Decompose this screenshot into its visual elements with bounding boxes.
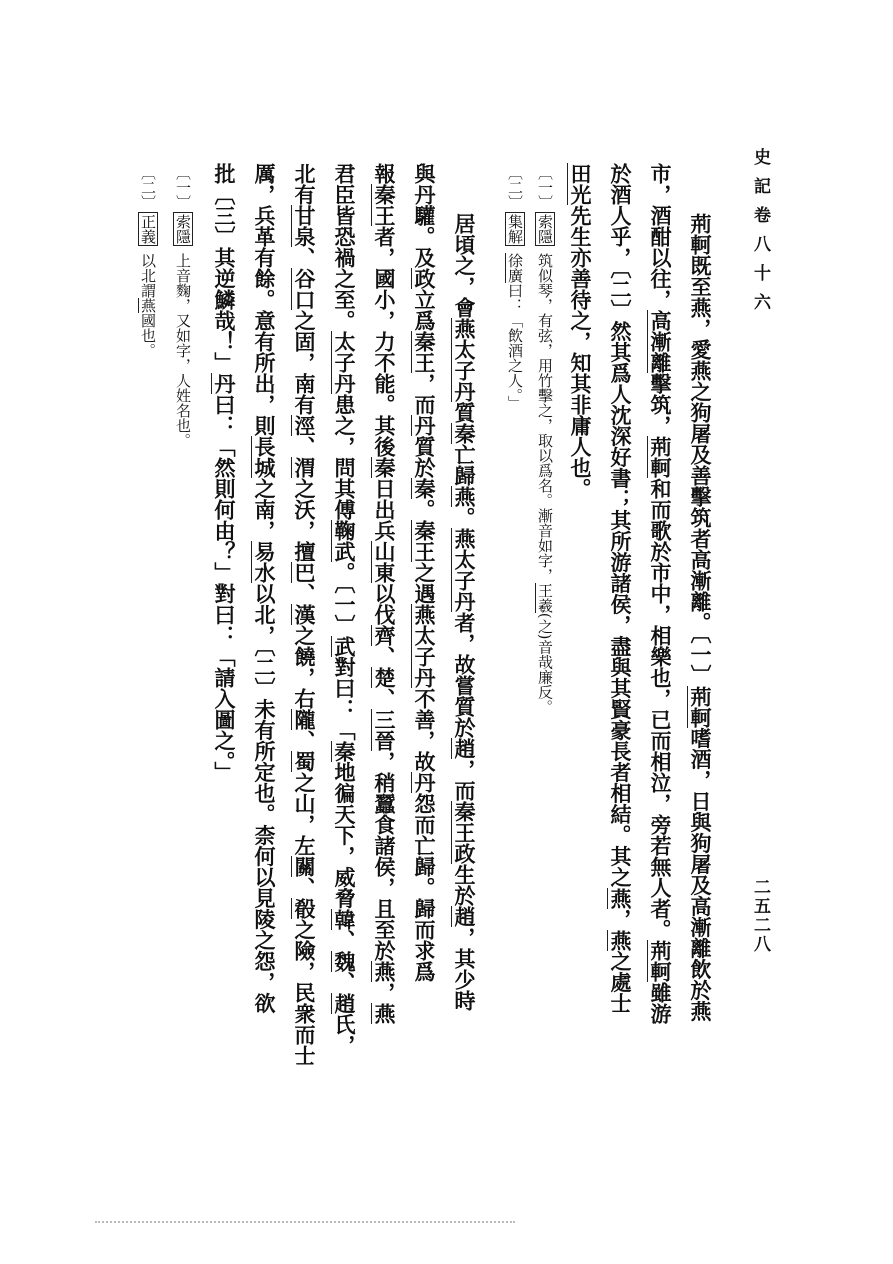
text-segment: ，: [372, 982, 397, 1003]
text-segment: (之)音哉廉反。: [536, 612, 554, 715]
text-column: [690, 213, 711, 1022]
text-segment: 、: [292, 436, 317, 457]
proper-name: 魏: [332, 950, 357, 972]
text-segment: 、: [292, 730, 317, 751]
note-number: 〔二〕: [506, 165, 524, 210]
page-number: 二五二八: [750, 878, 770, 954]
text-segment: 國也。: [139, 312, 157, 358]
text-segment: 者，國小，力不能。其後: [372, 226, 397, 457]
text-column: [374, 163, 395, 1024]
text-column: [294, 163, 315, 1066]
text-segment: 、: [292, 247, 317, 268]
text-segment: 、: [372, 688, 397, 709]
text-segment: 和而歌於市中，相樂也，已而相泣，旁若無人者。: [648, 478, 673, 940]
text-segment: 之遇: [412, 562, 437, 604]
text-segment: ，而: [452, 759, 477, 801]
proper-name: 燕: [139, 297, 157, 313]
proper-name: 甘泉: [292, 205, 317, 247]
commentary-source-label: 索隱: [174, 214, 192, 244]
commentary-source-label: 集解: [506, 214, 524, 244]
scan-speckle: [95, 1221, 515, 1225]
proper-name: 涇: [292, 415, 317, 436]
proper-name: 秦: [452, 423, 477, 444]
text-segment: 、: [332, 929, 357, 951]
text-column: [254, 163, 275, 1014]
proper-name: 山東: [372, 541, 397, 583]
text-segment: 以伐: [372, 583, 397, 625]
proper-name: 漢: [292, 604, 317, 625]
text-segment: ，而: [412, 373, 437, 415]
text-segment: 居頃之，會: [452, 213, 477, 318]
proper-name: 荊軻: [688, 685, 713, 728]
text-segment: 之險，民衆而士: [292, 919, 317, 1066]
text-segment: 怨而亡歸。歸而求爲: [412, 793, 437, 982]
proper-name: 燕: [608, 887, 633, 909]
text-segment: 不善，故: [412, 688, 437, 772]
text-segment: 之處士: [608, 950, 633, 1014]
text-segment: 北有: [292, 163, 317, 205]
proper-name: 秦王: [412, 331, 437, 373]
text-segment: 之固，南有: [292, 310, 317, 415]
text-segment: 亡歸: [452, 444, 477, 486]
text-segment: 立爲: [412, 289, 437, 331]
footnote: [507, 165, 522, 410]
text-segment: 批〔三〕其逆鱗哉！」: [212, 163, 237, 373]
text-segment: ，其少時: [452, 927, 477, 1011]
text-segment: 。〔一〕: [332, 562, 357, 636]
proper-name: 齊: [372, 625, 397, 646]
text-segment: 上音麴，又如字，人姓名也。: [174, 252, 192, 448]
text-segment: 生於: [452, 864, 477, 906]
proper-name: 秦王政: [452, 801, 477, 864]
proper-name: 燕太子丹: [452, 528, 477, 612]
footnote: [140, 165, 155, 358]
proper-name: 秦: [372, 457, 397, 478]
text-segment: 者，故嘗質於: [452, 612, 477, 738]
text-segment: 氏，: [332, 1013, 357, 1056]
text-segment: 、: [332, 971, 357, 993]
text-segment: 之南，: [252, 478, 277, 541]
text-segment: 筑似琴，有弦，用竹擊之，取以爲名。漸音如字，: [536, 252, 554, 583]
note-number: 〔二〕: [139, 165, 157, 210]
text-segment: 地徧天下，威脅: [332, 761, 357, 909]
proper-name: 谷口: [292, 268, 317, 310]
proper-name: 燕: [372, 1003, 397, 1024]
proper-name: 高漸離: [648, 310, 673, 373]
text-segment: 患之，問其傅: [332, 394, 357, 520]
text-segment: 先生亦善待之，知其非庸人也。: [568, 205, 593, 499]
proper-name: 燕: [608, 929, 633, 951]
proper-name: 太子丹: [332, 331, 357, 394]
proper-name: 鞠武: [332, 520, 357, 562]
text-segment: 。: [452, 507, 477, 528]
book-title: 史記卷八十六: [750, 148, 770, 322]
proper-name: 王羲: [536, 582, 554, 613]
text-segment: 荊軻既至燕，愛燕之狗屠及善擊筑者高漸離。〔一〕: [688, 213, 713, 686]
proper-name: 徐廣: [506, 252, 524, 283]
text-segment: 日出兵: [372, 478, 397, 541]
text-column: [334, 163, 355, 1056]
text-column: [214, 163, 235, 783]
text-segment: 、: [292, 583, 317, 604]
proper-name: 武: [332, 635, 357, 657]
proper-name: 燕: [372, 961, 397, 982]
footnote: [537, 165, 552, 715]
text-segment: 質: [452, 402, 477, 423]
proper-name: 趙: [452, 738, 477, 759]
text-segment: 質於: [412, 436, 437, 478]
text-segment: ，: [608, 908, 633, 930]
footnote: [175, 165, 190, 448]
text-segment: 之沃，擅: [292, 478, 317, 562]
proper-name: 政: [412, 268, 437, 289]
proper-name: 田光: [568, 163, 593, 205]
text-segment: 對曰：「: [332, 656, 357, 741]
text-segment: 市，酒酣以往，: [648, 163, 673, 310]
text-segment: 曰：「飲酒之人。」: [506, 282, 524, 411]
proper-name: 丹: [212, 373, 237, 394]
proper-name: 燕太子丹: [452, 318, 477, 402]
text-segment: 之饒，右: [292, 625, 317, 709]
text-segment: ，稍蠶食諸侯，且至於: [372, 751, 397, 961]
text-segment: 。: [412, 499, 437, 520]
text-segment: 報: [372, 163, 397, 184]
text-segment: 以北，〔二〕未有所定也。柰何以見陵之怨，欲: [252, 583, 277, 1014]
text-column: [414, 163, 435, 982]
proper-name: 丹: [412, 415, 437, 436]
text-segment: 、: [292, 877, 317, 898]
proper-name: 秦王: [372, 184, 397, 226]
proper-name: 趙: [452, 906, 477, 927]
proper-name: 燕: [452, 486, 477, 507]
proper-name: 楚: [372, 667, 397, 688]
text-segment: 君臣皆恐禍之至。: [332, 163, 357, 331]
proper-name: 韓: [332, 908, 357, 930]
text-column: [454, 213, 475, 1011]
commentary-source-label: 索隱: [536, 214, 554, 244]
proper-name: 荊軻: [648, 940, 673, 982]
proper-name: 關: [292, 856, 317, 877]
text-segment: 與丹驩。及: [412, 163, 437, 268]
note-number: 〔一〕: [536, 165, 554, 210]
proper-name: 丹: [412, 772, 437, 793]
proper-name: 燕太子丹: [412, 604, 437, 688]
text-segment: 以北謂: [139, 252, 157, 298]
note-number: 〔一〕: [174, 165, 192, 210]
text-segment: 擊筑，: [648, 373, 673, 436]
proper-name: 長城: [252, 436, 277, 478]
text-segment: 、: [372, 646, 397, 667]
text-column: [570, 163, 591, 499]
proper-name: 三晉: [372, 709, 397, 751]
proper-name: 荊軻: [648, 436, 673, 478]
text-segment: 曰：「然則何由？」對曰：「請入圖之。」: [212, 394, 237, 783]
text-column: [650, 163, 671, 1024]
text-segment: 嗜酒，日與狗屠及高漸離飲於燕: [688, 727, 713, 1022]
proper-name: 渭: [292, 457, 317, 478]
text-segment: 於酒人乎，〔二〕然其爲人沈深好書；其所游諸侯，盡與其賢豪長者相結。其之: [608, 163, 633, 888]
proper-name: 殽: [292, 898, 317, 919]
proper-name: 易水: [252, 541, 277, 583]
text-segment: 之山，左: [292, 772, 317, 856]
proper-name: 蜀: [292, 751, 317, 772]
proper-name: 隴: [292, 709, 317, 730]
proper-name: 趙: [332, 992, 357, 1014]
proper-name: 秦王: [412, 520, 437, 562]
proper-name: 巴: [292, 562, 317, 583]
text-segment: 厲，兵革有餘。意有所出，則: [252, 163, 277, 436]
text-segment: 雖游: [648, 982, 673, 1024]
proper-name: 秦: [332, 740, 357, 762]
text-column: [610, 163, 631, 1014]
commentary-source-label: 正義: [139, 214, 157, 244]
proper-name: 秦: [412, 478, 437, 499]
